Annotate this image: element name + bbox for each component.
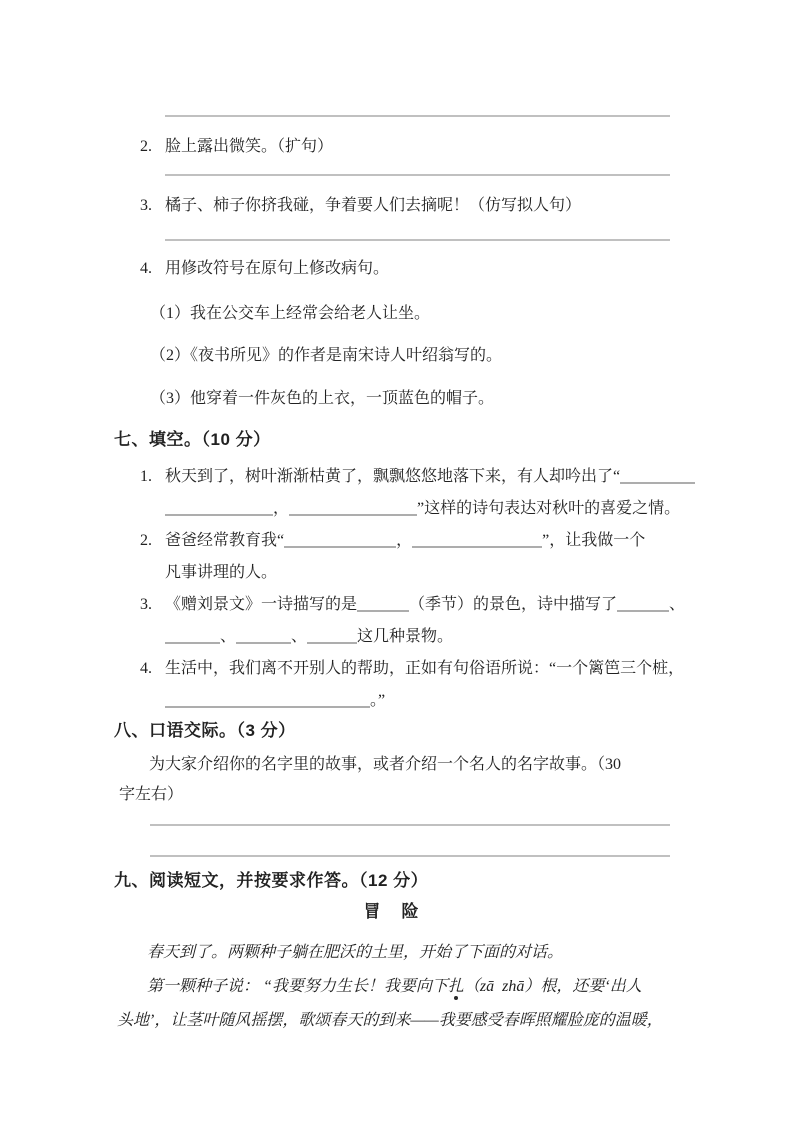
question-text: 、 — [669, 596, 686, 613]
item-number: 3. — [140, 596, 152, 613]
question-text: ”，让我做一个 — [542, 532, 646, 549]
prompt-text: 为大家介绍你的名字里的故事，或者介绍一个名人的名字故事。（30 — [149, 756, 622, 773]
emphasized-character: 扎 — [447, 978, 464, 995]
question-text: 这几种景物。 — [357, 628, 454, 645]
section-8-body — [114, 750, 670, 810]
reading-passage — [117, 936, 670, 1038]
section-9-heading: 九、阅读短文，并按要求作答。（12 分） — [114, 871, 429, 890]
section-7-heading: 七、填空。（10 分） — [114, 430, 271, 449]
fill-blank — [165, 692, 370, 708]
fill-blank — [236, 628, 291, 644]
fill-blank — [357, 596, 409, 612]
item-text: 用修改符号在原句上修改病句。 — [165, 260, 390, 277]
sub-item-2: （2）《夜书所见》的作者是南宋诗人叶绍翁写的。 — [150, 347, 503, 364]
sub-item-1: （1）我在公交车上经常会给老人让坐。 — [150, 305, 431, 322]
passage-title: 冒 险 — [363, 902, 421, 921]
item-number: 2. — [140, 138, 152, 155]
fill-question-2 — [140, 525, 670, 557]
fill-question-1-cont — [165, 493, 681, 525]
fill-blank — [289, 500, 417, 516]
fill-blank — [284, 532, 396, 548]
fill-blank — [620, 468, 695, 484]
fill-question-4 — [140, 653, 685, 685]
prompt-text-cont: 字左右） — [119, 786, 184, 803]
question-text: 《赠刘景文》一诗描写的是 — [165, 596, 358, 613]
item-number: 1. — [140, 468, 152, 485]
fill-blank — [165, 500, 273, 516]
item-number: 4. — [140, 660, 152, 677]
fill-blank — [165, 628, 220, 644]
fill-blank — [617, 596, 669, 612]
section-8-heading: 八、口语交际。（3 分） — [114, 721, 296, 740]
fill-blank — [412, 532, 542, 548]
question-text: 。” — [370, 692, 386, 709]
passage-text: 第一颗种子说： “我要努力生长！我要向下 — [147, 978, 448, 995]
question-item-4 — [140, 258, 670, 280]
item-text: 橘子、柿子你挤我碰，争着要人们去摘呢！（仿写拟人句） — [165, 197, 582, 214]
question-text: ”这样的诗句表达对秋叶的喜爱之情。 — [417, 500, 681, 517]
question-text: ， — [396, 532, 413, 549]
question-text: ， — [273, 500, 290, 517]
question-item-2 — [140, 136, 670, 158]
fill-question-3-cont — [165, 621, 670, 653]
section-7-body — [114, 461, 686, 717]
fill-question-3 — [140, 589, 686, 621]
question-text: 生活中，我们离不开别人的帮助，正如有句俗语所说：“一个篱笆三个桩， — [165, 660, 685, 677]
passage-paragraph-1: 春天到了。两颗种子躺在肥沃的土里，开始了下面的对话。 — [147, 944, 564, 961]
answer-line — [165, 174, 670, 176]
fill-question-4-cont — [165, 685, 670, 717]
sub-item-3: （3）他穿着一件灰色的上衣，一顶蓝色的帽子。 — [150, 390, 495, 407]
answer-line — [165, 239, 670, 241]
fill-question-2-cont: 凡事讲理的人。 — [165, 564, 278, 581]
item-number: 2. — [140, 532, 152, 549]
passage-paragraph-2 — [117, 970, 670, 1004]
answer-line — [150, 855, 670, 857]
question-text: 、 — [220, 628, 237, 645]
question-text: （季节）的景色，诗中描写了 — [409, 596, 618, 613]
answer-line — [165, 115, 670, 117]
item-number: 3. — [140, 197, 152, 214]
question-item-3 — [140, 195, 670, 217]
passage-paragraph-2-cont: 头地’，让茎叶随风摇摆，歌颂春天的到来——我要感受春晖照耀脸庞的温暖， — [117, 1012, 663, 1029]
question-text: 秋天到了，树叶渐渐枯黄了，飘飘悠悠地落下来，有人却吟出了“ — [165, 468, 621, 485]
question-text: 、 — [291, 628, 308, 645]
answer-line — [150, 824, 670, 826]
item-number: 4. — [140, 260, 152, 277]
passage-text: （zā zhā）根，还要‘出人 — [463, 978, 642, 995]
question-text: 爸爸经常教育我“ — [165, 532, 285, 549]
fill-blank — [307, 628, 357, 644]
fill-question-1 — [140, 461, 670, 493]
item-text: 脸上露出微笑。（扩句） — [165, 138, 334, 155]
